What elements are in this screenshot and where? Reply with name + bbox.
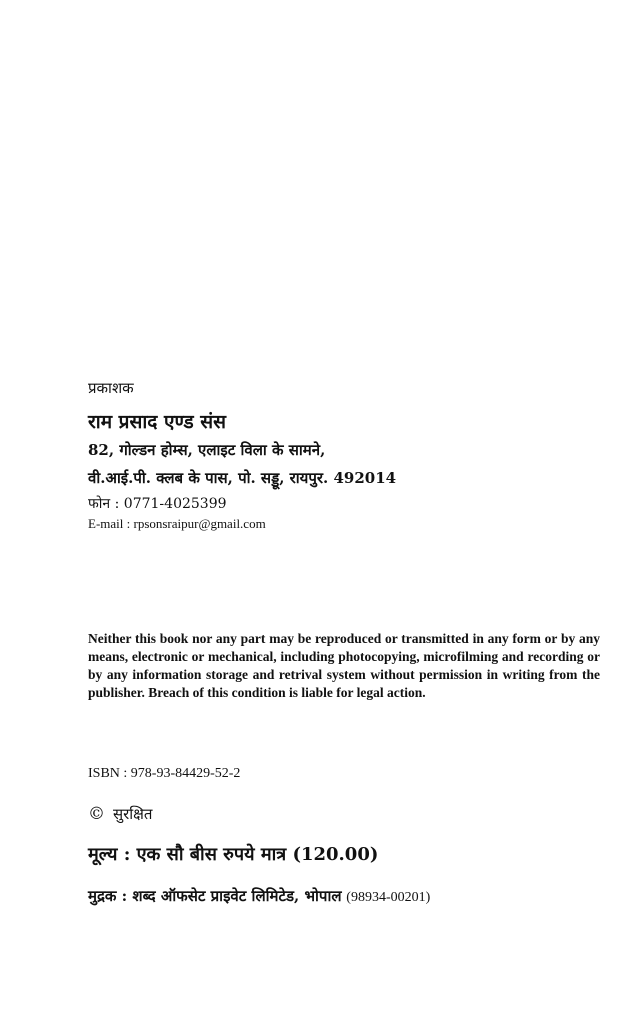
rights-notice: Neither this book nor any part may be reproduced or transmitted in any form or by any means, electronic or mechanical, including photocopying, microfilming and recording or by any information storage and retrival system without permission in writing from the publisher. Breach of this condition is liable for legal action. (88, 631, 600, 700)
publisher-email: E-mail : rpsonsraipur@gmail.com (88, 516, 266, 531)
publisher-phone: फोन : 0771-4025399 (88, 496, 227, 512)
publisher-address-line2: वी.आई.पी. क्लब के पास, पो. सड्डू, रायपुर. 492014 (88, 469, 397, 487)
printer-label: मुद्रक : शब्द ऑफसेट प्राइवेट लिमिटेड, भोपाल (88, 887, 342, 905)
publisher-name: राम प्रसाद एण्ड संस (88, 411, 226, 433)
printer-line (88, 886, 430, 906)
copyright-line (88, 804, 152, 824)
isbn: ISBN : 978-93-84429-52-2 (88, 766, 241, 781)
publisher-label: प्रकाशक (88, 379, 134, 397)
copyright-icon: © (88, 804, 105, 824)
printer-phone: (98934-00201) (346, 890, 431, 905)
price: मूल्य : एक सौ बीस रुपये मात्र (120.00) (88, 844, 379, 865)
publisher-address-line1: 82, गोल्डन होम्स, एलाइट विला के सामने, (88, 441, 326, 459)
copyright-text: सुरक्षित (113, 805, 153, 823)
